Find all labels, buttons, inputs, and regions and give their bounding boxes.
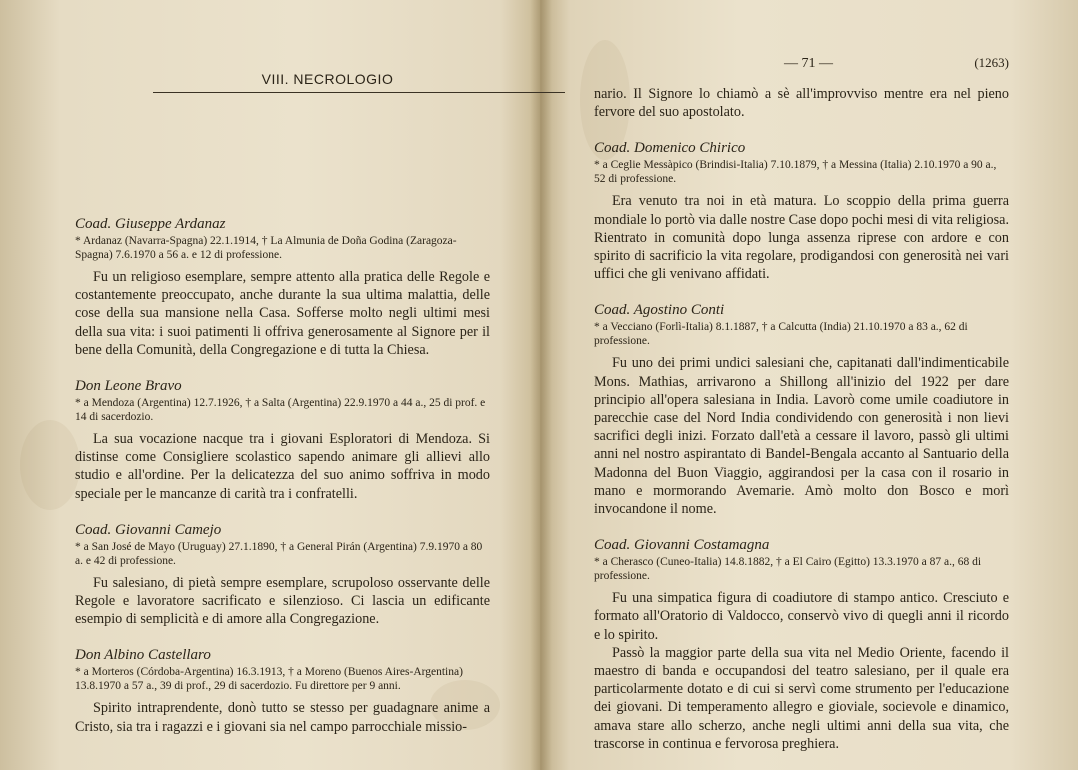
- entry-meta: * a Ceglie Messàpico (Brindisi-Italia) 7.10.1879, † a Messina (Italia) 2.10.1970 a 90 a., 52 di professione.: [594, 159, 997, 186]
- obituary-entry: [594, 536, 1009, 753]
- obituary-entry: [75, 646, 490, 735]
- obituary-entry: [594, 301, 1009, 518]
- obituary-entry: [75, 521, 490, 629]
- obituary-entry: [75, 377, 490, 503]
- entry-text: Era venuto tra noi in età matura. Lo scoppio della prima guerra mondiale lo portò via dalle nostre Case dopo pochi mesi di vita religiosa. Rientrato in comunità dopo lunga assenza riprese con ardore e con spirito di sacrificio la vita regolare, prodigandosi con generosità nei vari uffici che gli venivano affidati.: [594, 193, 1009, 283]
- entry-meta: * a Morteros (Córdoba-Argentina) 16.3.1913, † a Moreno (Buenos Aires-Argentina) 13.8.1970 a 57 a., 39 di prof., 29 di sacerdozio. Fu direttore per 9 anni.: [75, 666, 463, 693]
- entry-meta: * a Mendoza (Argentina) 12.7.1926, † a Salta (Argentina) 22.9.1970 a 44 a., 25 di prof. e 14 di sacerdozio.: [75, 397, 486, 424]
- entry-text: Fu una simpatica figura di coadiutore di stampo antico. Cresciuto e formato all'Oratorio di Valdocco, conservò vivo di quegli anni il ricordo e lo spirito.: [594, 590, 1009, 643]
- entry-name: Don Albino Castellaro: [75, 647, 211, 664]
- obituary-entry: [594, 139, 1009, 283]
- right-column: [594, 55, 1009, 753]
- entry-name: Coad. Domenico Chirico: [594, 140, 746, 157]
- entry-text: La sua vocazione nacque tra i giovani Esploratori di Mendoza. Si distinse come Consigliere scolastico sapendo animare gli allievi allo studio e all'ordine. Per la delicatezza del suo animo soffriva in modo speciale per le mancanze di carità tra i confratelli.: [75, 431, 490, 502]
- entry-name: Coad. Agostino Conti: [594, 302, 725, 319]
- entry-meta: * a San José de Mayo (Uruguay) 27.1.1890, † a General Pirán (Argentina) 7.9.1970 a 80 a. e 42 di professione.: [75, 540, 483, 567]
- entry-meta: * a Cherasco (Cuneo-Italia) 14.8.1882, † a El Cairo (Egitto) 13.3.1970 a 87 a., 68 di professione.: [594, 556, 982, 583]
- entry-name: Coad. Giovanni Costamagna: [594, 537, 770, 554]
- running-head: [594, 55, 1009, 85]
- section-title: VIII. NECROLOGIO: [261, 71, 394, 87]
- entry-text: Fu uno dei primi undici salesiani che, capitanati dall'indimenticabile Mons. Mathias, arrivarono a Shillong all'inizio del 1922 per dare principio all'opera salesiana in India. Lavorò come umile coadiutore in parecchie case del Nord India condividendo con generosità i non lievi sacrifici degli inizi. Forzato dall'età a cessare il lavoro, passò gli ultimi anni nel nostro aspirantato di Bandel-Bengala accanto al Santuario della Madonna del Buon Viaggio, aggirandosi per la casa con il rosario in mano e mormorando Avemarie. Amò molto don Bosco e morì invocandone il nome.: [594, 355, 1009, 518]
- entry-text-continued: Passò la maggior parte della sua vita nel Medio Oriente, facendo il maestro di banda e occupandosi del teatro salesiano, per il quale era particolarmente dotato e di cui si servì come strumento per l'educazione dei giovani. Di temperamento allegro e gioviale, socievole e dinamico, amava stare allo scherzo, anche negli ultimi anni della sua vita, che trascorse in continua e fervorosa preghiera.: [594, 644, 1009, 752]
- entry-name: Coad. Giovanni Camejo: [75, 521, 222, 538]
- entry-meta: * a Vecciano (Forlì-Italia) 8.1.1887, † a Calcutta (India) 21.10.1970 a 83 a., 62 di professione.: [594, 321, 968, 348]
- obituary-entry: [75, 215, 490, 359]
- entry-meta: * Ardanaz (Navarra-Spagna) 22.1.1914, † La Almunia de Doña Godina (Zaragoza-Spagna) 7.6.1970 a 56 a. e 12 di professione.: [75, 235, 457, 261]
- entry-text: Spirito intraprendente, donò tutto se stesso per guadagnare anime a Cristo, sia tra i ragazzi e i giovani sia nel campo parrocchiale missio-: [75, 700, 490, 735]
- left-column: [75, 55, 490, 736]
- continued-text: nario. Il Signore lo chiamò a sè all'improvviso mentre era nel pieno fervore del suo apostolato.: [594, 86, 1009, 121]
- entry-name: Don Leone Bravo: [75, 378, 182, 395]
- paper-stain: [20, 420, 80, 510]
- entry-text: Fu un religioso esemplare, sempre attento alla pratica delle Regole e costantemente preoccupato, anche durante la sua ultima malattia, delle cose della sua mansione nella Casa. Sofferse molto negli ultimi mesi della sua vita: i suoi patimenti li offriva generosamente al Signore per il bene della Comunità, della Congregazione e di tutta la Chiesa.: [75, 269, 490, 358]
- page-number: — 71 —: [784, 56, 833, 71]
- page-reference: (1263): [974, 55, 1009, 70]
- entry-text: Fu salesiano, di pietà sempre esemplare, scrupoloso osservante delle Regole e lavoratore sacrificato e silenzioso. Ci lascia un edificante esempio di semplicità e di amore alla Congregazione.: [75, 574, 490, 628]
- entry-name: Coad. Giuseppe Ardanaz: [75, 216, 226, 232]
- book-gutter: [530, 0, 552, 770]
